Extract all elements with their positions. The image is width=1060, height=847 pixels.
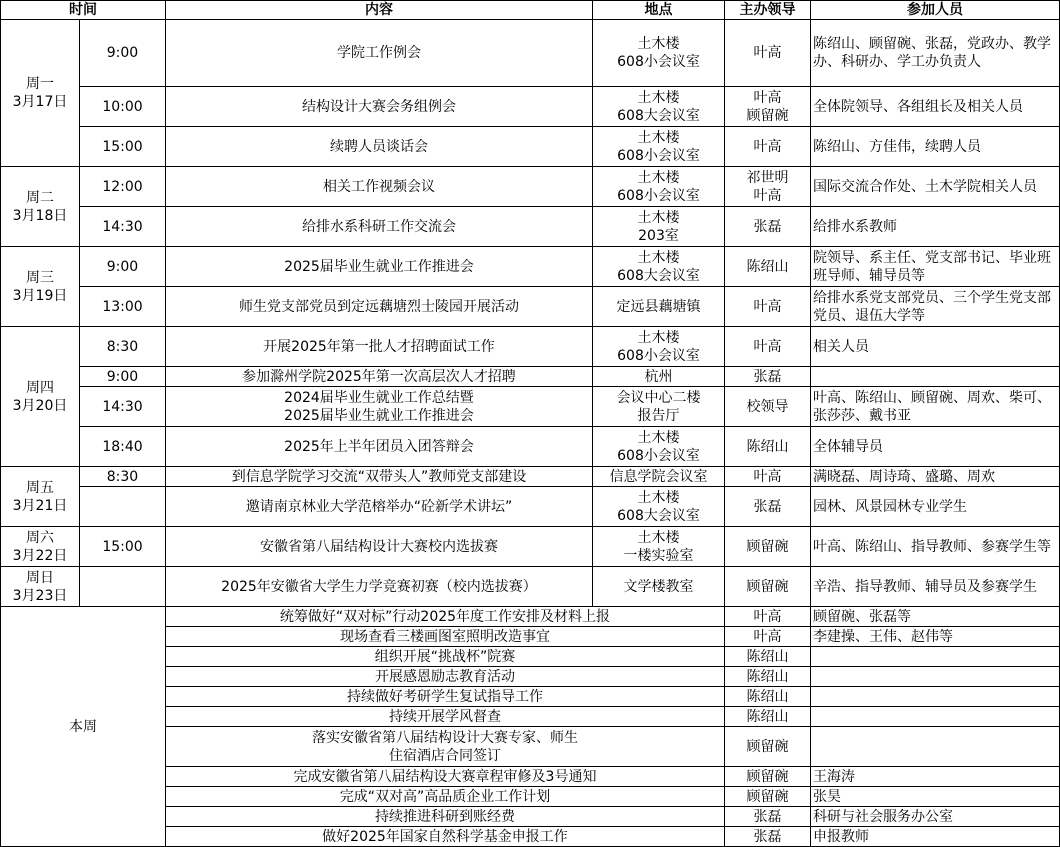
participants-cell: 全体辅导员 [811,427,1060,467]
day-cell-wed: 周三 3月19日 [1,247,80,327]
table-row [1,87,1060,127]
content-cell: 结构设计大赛会务组例会 [166,87,593,127]
participants-cell: 陈绍山、方佳伟，续聘人员 [811,127,1060,167]
location-cell: 土木楼 608小会议室 [593,167,725,207]
location-cell: 杭州 [593,367,725,387]
host-cell: 陈绍山 [725,247,811,287]
content-cell: 相关工作视频会议 [166,167,593,207]
table-row [1,427,1060,467]
participants-cell: 叶高、陈绍山、指导教师、参赛学生等 [811,527,1060,567]
location-cell: 土木楼 203室 [593,207,725,247]
content-cell: 安徽省第八届结构设计大赛校内选拔赛 [166,527,593,567]
participants-cell: 满晓磊、周诗琦、盛璐、周欢 [811,467,1060,487]
week-participants-cell [811,667,1060,687]
host-cell: 顾留碗 [725,567,811,607]
week-participants-cell: 顾留碗、张磊等 [811,607,1060,627]
host-cell: 叶高 [725,20,811,87]
content-cell: 到信息学院学习交流“双带头人”教师党支部建设 [166,467,593,487]
location-cell: 信息学院会议室 [593,467,725,487]
day-cell-mon: 周一 3月17日 [1,20,80,167]
header-participants: 参加人员 [811,1,1060,20]
table-row [1,207,1060,247]
host-cell: 叶高 [725,127,811,167]
participants-cell: 陈绍山、顾留碗、张磊，党政办、教学办、科研办、学工办负责人 [811,20,1060,87]
week-content-cell: 完成“双对高”高品质企业工作计划 [166,787,725,807]
time-cell: 10:00 [80,87,166,127]
location-cell: 会议中心二楼 报告厅 [593,387,725,427]
table-row [1,467,1060,487]
participants-cell: 相关人员 [811,327,1060,367]
week-participants-cell: 李建操、王伟、赵伟等 [811,627,1060,647]
table-row [1,387,1060,427]
location-cell: 土木楼 608大会议室 [593,87,725,127]
table-row [1,20,1060,87]
content-cell: 邀请南京林业大学范榕举办“砼新学术讲坛” [166,487,593,527]
time-cell: 15:00 [80,527,166,567]
host-cell: 张磊 [725,487,811,527]
host-cell: 校领导 [725,387,811,427]
time-cell: 8:30 [80,467,166,487]
time-cell: 14:30 [80,207,166,247]
content-cell: 参加滁州学院2025年第一次高层次人才招聘 [166,367,593,387]
day-cell-tue: 周二 3月18日 [1,167,80,247]
participants-cell: 辛浩、指导教师、辅导员及参赛学生 [811,567,1060,607]
content-cell: 2025年安徽省大学生力学竞赛初赛（校内选拔赛） [166,567,593,607]
week-content-cell: 持续做好考研学生复试指导工作 [166,687,725,707]
week-host-cell: 顾留碗 [725,727,811,767]
week-host-cell: 叶高 [725,607,811,627]
week-host-cell: 叶高 [725,627,811,647]
day-cell-fri: 周五 3月21日 [1,467,80,527]
location-cell: 土木楼 608大会议室 [593,487,725,527]
content-cell: 2025年上半年团员入团答辩会 [166,427,593,467]
participants-cell [811,367,1060,387]
week-participants-cell: 科研与社会服务办公室 [811,807,1060,827]
participants-cell: 给排水系教师 [811,207,1060,247]
week-content-cell: 统筹做好“双对标”行动2025年度工作安排及材料上报 [166,607,725,627]
host-cell: 张磊 [725,207,811,247]
table-row [1,247,1060,287]
header-content: 内容 [166,1,593,20]
participants-cell: 国际交流合作处、土木学院相关人员 [811,167,1060,207]
header-location: 地点 [593,1,725,20]
content-cell: 开展2025年第一批人才招聘面试工作 [166,327,593,367]
week-content-cell: 做好2025年国家自然科学基金申报工作 [166,827,725,847]
location-cell: 定远县藕塘镇 [593,287,725,327]
day-cell-week: 本周 [1,607,166,847]
time-cell: 15:00 [80,127,166,167]
week-host-cell: 陈绍山 [725,707,811,727]
day-cell-sun: 周日 3月23日 [1,567,80,607]
location-cell: 土木楼 608小会议室 [593,327,725,367]
week-host-cell: 张磊 [725,807,811,827]
location-cell: 土木楼 608小会议室 [593,127,725,167]
week-participants-cell: 王海涛 [811,767,1060,787]
host-cell: 叶高 [725,467,811,487]
participants-cell: 园林、风景园林专业学生 [811,487,1060,527]
table-row [1,527,1060,567]
week-participants-cell [811,687,1060,707]
header-time: 时间 [1,1,166,20]
week-participants-cell: 申报教师 [811,827,1060,847]
participants-cell: 全体院领导、各组组长及相关人员 [811,87,1060,127]
week-content-cell: 完成安徽省第八届结构设大赛章程审修及3号通知 [166,767,725,787]
participants-cell: 叶高、陈绍山、顾留碗、周欢、柴可、张莎莎、戴书亚 [811,387,1060,427]
host-cell: 顾留碗 [725,527,811,567]
time-cell: 8:30 [80,327,166,367]
week-host-cell: 顾留碗 [725,767,811,787]
content-cell: 2025届毕业生就业工作推进会 [166,247,593,287]
table-row [1,127,1060,167]
week-host-cell: 陈绍山 [725,667,811,687]
week-host-cell: 陈绍山 [725,687,811,707]
week-participants-cell [811,727,1060,767]
week-content-cell: 持续推进科研到账经费 [166,807,725,827]
day-cell-sat: 周六 3月22日 [1,527,80,567]
day-cell-thu: 周四 3月20日 [1,327,80,467]
time-cell: 9:00 [80,247,166,287]
week-participants-cell [811,707,1060,727]
table-row [1,287,1060,327]
content-cell: 学院工作例会 [166,20,593,87]
host-cell: 叶高 顾留碗 [725,87,811,127]
time-cell: 14:30 [80,387,166,427]
table-row [1,167,1060,207]
time-cell: 9:00 [80,367,166,387]
participants-cell: 给排水系党支部党员、三个学生党支部党员、退伍大学等 [811,287,1060,327]
time-cell: 18:40 [80,427,166,467]
week-host-cell: 顾留碗 [725,787,811,807]
table-row [1,567,1060,607]
time-cell [80,567,166,607]
content-cell: 续聘人员谈话会 [166,127,593,167]
week-content-cell: 持续开展学风督查 [166,707,725,727]
week-content-cell: 开展感恩励志教育活动 [166,667,725,687]
table-row [1,487,1060,527]
participants-cell: 院领导、系主任、党支部书记、毕业班班导师、辅导员等 [811,247,1060,287]
header-host: 主办领导 [725,1,811,20]
content-cell: 2024届毕业生就业工作总结暨 2025届毕业生就业工作推进会 [166,387,593,427]
host-cell: 祁世明 叶高 [725,167,811,207]
location-cell: 土木楼 608小会议室 [593,427,725,467]
location-cell: 土木楼 608大会议室 [593,247,725,287]
week-participants-cell: 张昊 [811,787,1060,807]
week-host-cell: 陈绍山 [725,647,811,667]
host-cell: 叶高 [725,327,811,367]
time-cell: 12:00 [80,167,166,207]
location-cell: 土木楼 608小会议室 [593,20,725,87]
host-cell: 陈绍山 [725,427,811,467]
week-content-cell: 组织开展“挑战杯”院赛 [166,647,725,667]
content-cell: 师生党支部党员到定远藕塘烈士陵园开展活动 [166,287,593,327]
table-row [1,327,1060,367]
time-cell [80,487,166,527]
table-row [1,367,1060,387]
host-cell: 叶高 [725,287,811,327]
week-content-cell: 落实安徽省第八届结构设计大赛专家、师生 住宿酒店合同签订 [166,727,725,767]
week-row [1,607,1060,627]
location-cell: 土木楼 一楼实验室 [593,527,725,567]
week-host-cell: 张磊 [725,827,811,847]
header-row [1,1,1060,20]
time-cell: 9:00 [80,20,166,87]
content-cell: 给排水系科研工作交流会 [166,207,593,247]
time-cell: 13:00 [80,287,166,327]
location-cell: 文学楼教室 [593,567,725,607]
host-cell: 张磊 [725,367,811,387]
week-participants-cell [811,647,1060,667]
week-content-cell: 现场查看三楼画图室照明改造事宜 [166,627,725,647]
